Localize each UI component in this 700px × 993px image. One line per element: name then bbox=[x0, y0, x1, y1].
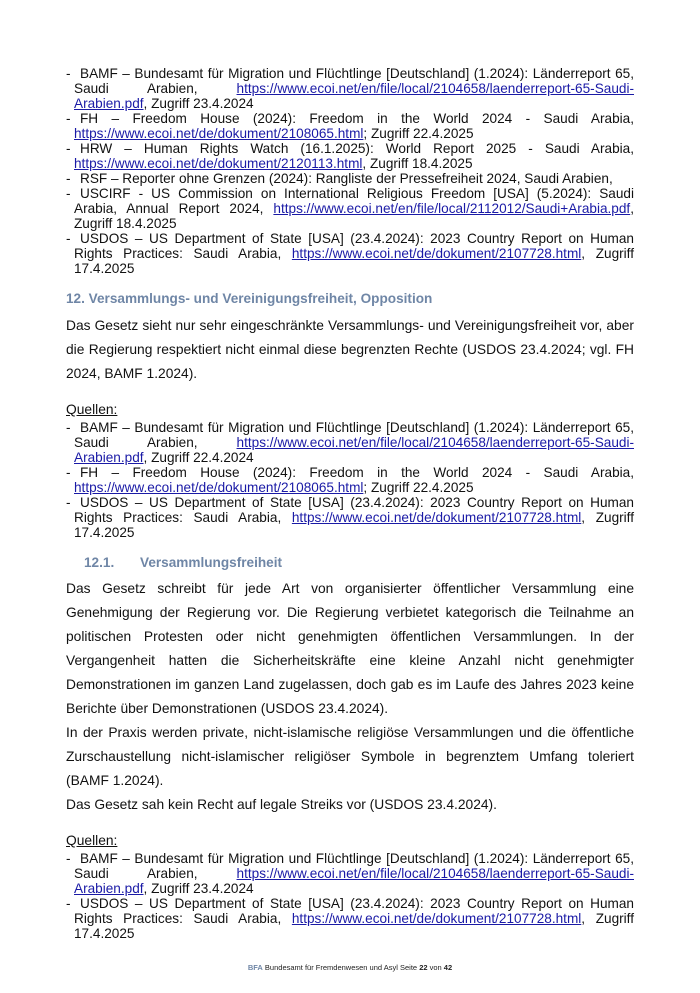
reference-item bbox=[66, 231, 634, 276]
reference-access-date: , Zugriff 22.4.2024 bbox=[143, 450, 254, 465]
list-dash: - bbox=[66, 896, 71, 911]
reference-text: BAMF – Bundesamt für Migration und Flüchtlinge [Deutschland] (1.2024): Länderreport 65, Saudi Arabien, bbox=[74, 420, 634, 450]
list-dash: - bbox=[66, 495, 71, 510]
reference-list-12-1 bbox=[66, 851, 634, 941]
reference-item bbox=[66, 171, 634, 186]
list-dash: - bbox=[66, 851, 71, 866]
reference-text: FH – Freedom House (2024): Freedom in the World 2024 - Saudi Arabia, bbox=[80, 465, 634, 480]
reference-access-date: ; Zugriff 22.4.2025 bbox=[363, 126, 474, 141]
section-12-paragraph: Das Gesetz sieht nur sehr eingeschränkte Versammlungs- und Vereinigungsfreiheit vor, aber die Regierung respektiert nicht einmal diese begrenzten Rechte (USDOS 23.4.2024; vgl. FH 2024, BAMF 1.2024). bbox=[66, 318, 634, 381]
reference-list-top bbox=[66, 66, 634, 276]
reference-link[interactable]: https://www.ecoi.net/de/dokument/2120113.html bbox=[74, 156, 363, 171]
reference-item bbox=[66, 495, 634, 540]
reference-link[interactable]: https://www.ecoi.net/de/dokument/2107728.html bbox=[291, 510, 582, 525]
reference-text: USDOS – US Department of State [USA] (23.4.2024): 2023 Country Report on Human Rights Practices: Saudi Arabia, bbox=[74, 896, 634, 926]
reference-link[interactable]: https://www.ecoi.net/en/file/local/2104658/laenderreport-65-Saudi-Arabien.pdf bbox=[74, 435, 634, 465]
reference-link[interactable]: https://www.ecoi.net/de/dokument/2107728.html bbox=[291, 911, 582, 926]
reference-item bbox=[66, 465, 634, 495]
reference-link[interactable]: https://www.ecoi.net/de/dokument/2107728.html bbox=[291, 246, 582, 261]
reference-access-date: , Zugriff 17.4.2025 bbox=[74, 246, 634, 276]
reference-access-date: , Zugriff 18.4.2025 bbox=[74, 201, 634, 231]
reference-access-date: , Zugriff 23.4.2024 bbox=[143, 881, 254, 896]
reference-text: USCIRF - US Commission on International Religious Freedom [USA] (5.2024): Saudi Arabia, Annual Report 2024, bbox=[74, 186, 634, 216]
heading-title: Versammlungsfreiheit bbox=[140, 555, 283, 570]
reference-access-date: , Zugriff 17.4.2025 bbox=[74, 911, 634, 941]
bfa-logo: BFA bbox=[247, 963, 263, 972]
reference-text: RSF – Reporter ohne Grenzen (2024): Rangliste der Pressefreiheit 2024, Saudi Arabien, bbox=[80, 171, 613, 186]
footer-of: von bbox=[427, 963, 444, 972]
reference-item bbox=[66, 186, 634, 231]
reference-text: USDOS – US Department of State [USA] (23.4.2024): 2023 Country Report on Human Rights Practices: Saudi Arabia, bbox=[74, 231, 634, 261]
page-number: 22 bbox=[419, 963, 428, 972]
list-dash: - bbox=[66, 66, 71, 81]
reference-link[interactable]: https://www.ecoi.net/de/dokument/2108065.html bbox=[74, 126, 364, 141]
reference-item bbox=[66, 851, 634, 896]
reference-text: HRW – Human Rights Watch (16.1.2025): World Report 2025 - Saudi Arabia, bbox=[80, 141, 634, 156]
section-heading-12-1 bbox=[66, 554, 634, 572]
list-dash: - bbox=[66, 171, 71, 186]
page-footer bbox=[0, 963, 700, 993]
reference-link[interactable]: https://www.ecoi.net/en/file/local/2104658/laenderreport-65-Saudi-Arabien.pdf bbox=[74, 866, 634, 896]
list-dash: - bbox=[66, 465, 71, 480]
sources-label: Quellen: bbox=[66, 402, 118, 417]
reference-link[interactable]: https://www.ecoi.net/en/file/local/2104658/laenderreport-65-Saudi-Arabien.pdf bbox=[74, 81, 634, 111]
footer-text: Bundesamt für Fremdenwesen und Asyl Seite bbox=[262, 963, 420, 972]
reference-text: BAMF – Bundesamt für Migration und Flüchtlinge [Deutschland] (1.2024): Länderreport 65, Saudi Arabien, bbox=[74, 851, 634, 881]
list-dash: - bbox=[66, 141, 71, 156]
list-dash: - bbox=[66, 186, 71, 201]
page-total: 42 bbox=[443, 963, 453, 972]
reference-item bbox=[66, 896, 634, 941]
reference-access-date: , Zugriff 17.4.2025 bbox=[74, 510, 634, 540]
list-dash: - bbox=[66, 231, 71, 246]
document-page bbox=[66, 0, 634, 993]
reference-link[interactable]: https://www.ecoi.net/de/dokument/2108065.html bbox=[74, 480, 364, 495]
reference-link[interactable]: https://www.ecoi.net/en/file/local/2112012/Saudi+Arabia.pdf bbox=[273, 201, 631, 216]
reference-text: BAMF – Bundesamt für Migration und Flüchtlinge [Deutschland] (1.2024): Länderreport 65, Saudi Arabien, bbox=[74, 66, 634, 96]
paragraph: Das Gesetz sah kein Recht auf legale Streiks vor (USDOS 23.4.2024). bbox=[66, 797, 497, 812]
reference-list-12 bbox=[66, 420, 634, 540]
list-dash: - bbox=[66, 111, 71, 126]
heading-number: 12.1. bbox=[84, 555, 115, 570]
reference-item bbox=[66, 141, 634, 171]
list-dash: - bbox=[66, 420, 71, 435]
reference-access-date: , Zugriff 18.4.2025 bbox=[362, 156, 473, 171]
reference-text: USDOS – US Department of State [USA] (23.4.2024): 2023 Country Report on Human Rights Practices: Saudi Arabia, bbox=[74, 495, 634, 525]
reference-item bbox=[66, 111, 634, 141]
reference-access-date: ; Zugriff 22.4.2025 bbox=[363, 480, 474, 495]
reference-item bbox=[66, 420, 634, 465]
paragraph: Das Gesetz schreibt für jede Art von organisierter öffentlicher Versammlung eine Genehmigung der Regierung vor. Die Regierung verbietet kategorisch die Teilnahme an politischen Protesten oder nicht genehmigten öffentlichen Versammlungen. In der Vergangenheit hatten die Sicherheitskräfte eine kleine Anzahl nicht genehmigter Demonstrationen im ganzen Land zugelassen, doch gab es im Laufe des Jahres 2023 keine Berichte über Demonstrationen (USDOS 23.4.2024). bbox=[66, 581, 634, 716]
reference-access-date: , Zugriff 23.4.2024 bbox=[143, 96, 254, 111]
section-heading-12: 12. Versammlungs- und Vereinigungsfreiheit, Opposition bbox=[66, 291, 433, 306]
sources-label: Quellen: bbox=[66, 833, 118, 848]
reference-item bbox=[66, 66, 634, 111]
reference-text: FH – Freedom House (2024): Freedom in the World 2024 - Saudi Arabia, bbox=[80, 111, 634, 126]
paragraph: In der Praxis werden private, nicht-islamische religiöse Versammlungen und die öffentliche Zurschaustellung nicht-islamischer religiöser Symbole in begrenztem Umfang toleriert (BAMF 1.2024). bbox=[66, 725, 634, 788]
